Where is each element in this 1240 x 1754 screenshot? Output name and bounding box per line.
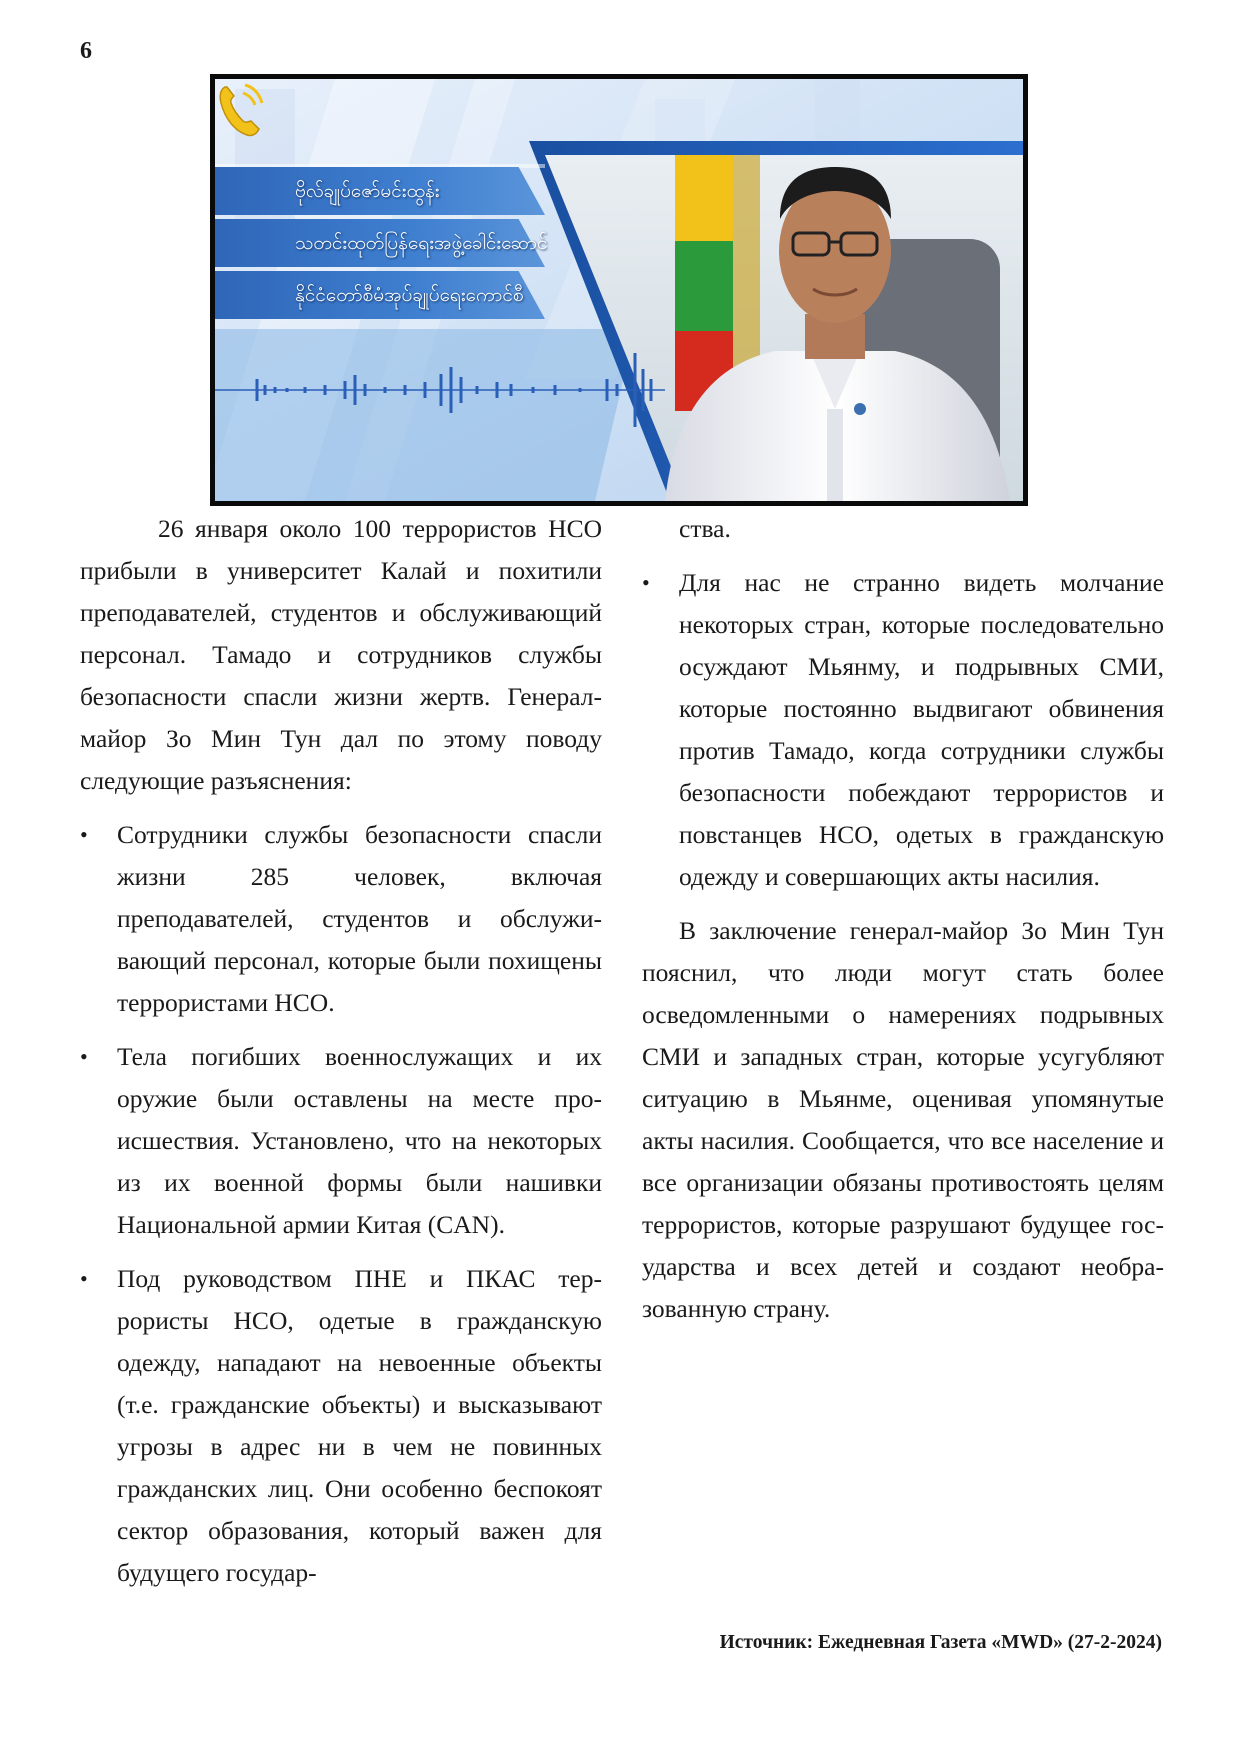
- page-number: 6: [80, 38, 92, 64]
- bullet-item-2: • Тела погибших военнослужащих и их оружие были оставлены на месте происшествия. Установлено, что на некоторых из их военной формы были нашивки Национальной армии Китая (CAN).: [80, 1036, 602, 1246]
- phone-icon: [215, 79, 265, 139]
- bullet-item-3: • Под руководством ПНЕ и ПКАС террористы НСО, одетые в гражданскую одежду, нападают на невоенные объекты (т.е. гражданские объекты) и высказывают угрозы в адрес ни в чем не повинных гражданских лиц. Они особенно беспокоят сектор образования, который важен для будущего государ-: [80, 1258, 602, 1594]
- intro-paragraph: 26 января около 100 террористов НСО прибыли в университет Калай и похитили преподавателей, студентов и обслуживающий персонал. Тамадо и сотрудников службы безопасности спасли жизни жертв. Генерал-майор Зо Мин Тун дал по этому поводу следующие разъяснения:: [80, 514, 602, 795]
- bullet-list-right: [642, 562, 1164, 898]
- bullet-item-1: • Сотрудники службы безопасности спасли жизни 285 человек, включая преподавателей, студентов и обслуживающий персонал, которые были похищены террористами НСО.: [80, 814, 602, 1024]
- left-column: [80, 508, 602, 1606]
- conclusion-paragraph: В заключение генерал-майор Зо Мин Тун пояснил, что люди могут стать более осведомленными о намерениях подрывных СМИ и западных стран, которые усугубляют ситуацию в Мьянме, оценивая упомянутые акты насилия. Сообщается, что все население и все организации обязаны противостоять целям террористов, которые разрушают будущее государства и всех детей и создают необразованную страну.: [642, 916, 1164, 1323]
- caption-role: သတင်းထုတ်ပြန်ရေးအဖွဲ့ခေါင်းဆောင်: [295, 232, 548, 254]
- bullet-continuation: ства.: [679, 514, 731, 543]
- bullet-list: [80, 814, 602, 1594]
- caption-organization: နိုင်ငံတော်စီမံအုပ်ချုပ်ရေးကောင်စီ: [295, 284, 524, 306]
- bullet-item-4: • Для нас не странно видеть молчание некоторых стран, которые последовательно осуждают Мьянму, и подрывных СМИ, которые постоянно выдвигают обвинения против Тамадо, когда сотрудники службы безопасности побеждают террористов и повстанцев НСО, одетых в гражданскую одежду и совершающих акты насилия.: [642, 562, 1164, 898]
- caption-name: ဗိုလ်ချုပ်ဇော်မင်းထွန်း: [295, 180, 440, 202]
- right-column: [642, 508, 1164, 1330]
- source-credit: Источник: Ежедневная Газета «MWD» (27-2-2024): [719, 1632, 1162, 1653]
- news-photo: [210, 74, 1028, 506]
